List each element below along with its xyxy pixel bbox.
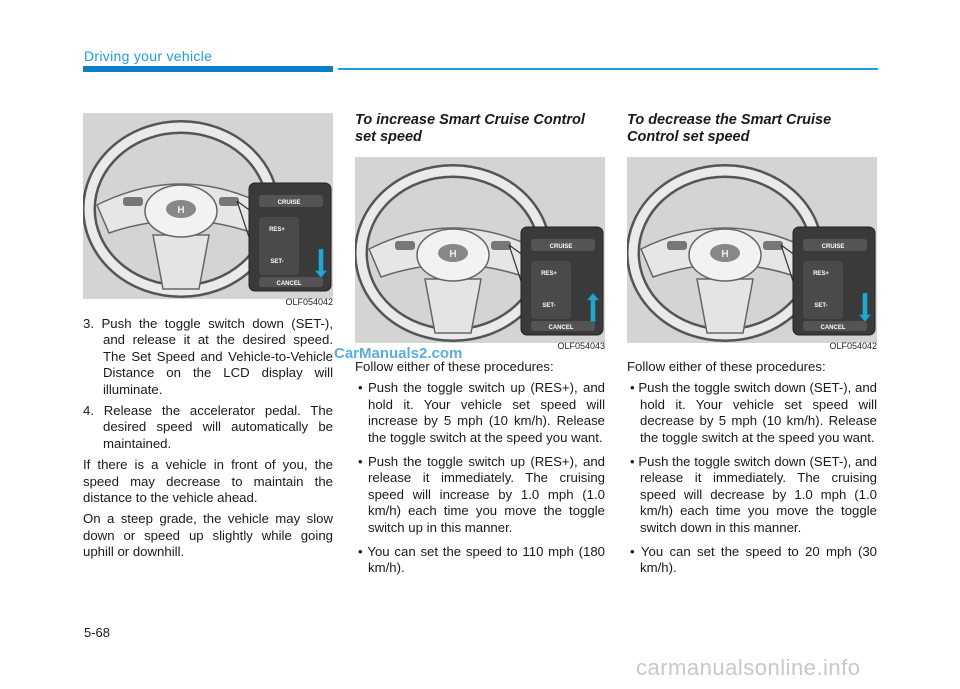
intro: Follow either of these procedures:: [627, 359, 826, 374]
bullet-item: • Push the toggle switch down (SET-), and hold it. Your vehicle set speed will decrease by 5 mph (10 km/h). Release the toggle switch at the speed you want.: [630, 380, 878, 445]
section-header: Driving your vehicle: [84, 48, 213, 64]
figure-code: OLF054042: [285, 297, 333, 307]
svg-text:SET-: SET-: [814, 303, 828, 309]
steering-wheel-figure-res-up: [355, 157, 605, 343]
figure-code: OLF054043: [557, 341, 605, 351]
bullet-item: • Push the toggle switch up (RES+), and hold it. Your vehicle set speed will increase by 5 mph (10 km/h). Release the toggle switch at the speed you want.: [358, 380, 606, 445]
paragraph: If there is a vehicle in front of you, the speed may decrease to maintain the distance to the vehicle ahead.: [83, 457, 333, 506]
svg-text:RES+: RES+: [813, 271, 829, 277]
svg-text:SET-: SET-: [542, 303, 556, 309]
svg-text:CRUISE: CRUISE: [277, 200, 301, 206]
svg-text:CANCEL: CANCEL: [276, 281, 302, 287]
step-4: 4. Release the accelerator pedal. The desired speed will automatically be maintained.: [83, 403, 333, 451]
svg-text:CRUISE: CRUISE: [549, 244, 573, 250]
steering-wheel-figure-set-down: [83, 113, 333, 299]
steering-wheel-figure-set-down-2: [627, 157, 877, 343]
svg-text:RES+: RES+: [269, 227, 285, 233]
bullet-item: • You can set the speed to 110 mph (180 km/h).: [358, 544, 605, 576]
svg-text:RES+: RES+: [541, 271, 557, 277]
page-number: 5-68: [84, 625, 111, 640]
bullet-item: • You can set the speed to 20 mph (30 km/h).: [630, 544, 878, 576]
col1-text: [83, 316, 333, 566]
col2-text: [355, 359, 605, 585]
svg-text:CRUISE: CRUISE: [821, 244, 845, 250]
intro: Follow either of these procedures:: [355, 359, 554, 374]
watermark-top: CarManuals2.com: [334, 345, 463, 362]
heading-decrease-speed: To decrease the Smart Cruise Control set speed: [627, 112, 832, 145]
col3-text: [627, 359, 877, 585]
svg-text:CANCEL: CANCEL: [820, 325, 846, 331]
svg-text:H: H: [721, 249, 729, 260]
svg-text:H: H: [449, 249, 457, 260]
svg-text:CANCEL: CANCEL: [548, 325, 574, 331]
svg-text:SET-: SET-: [270, 259, 284, 265]
bullet-item: • Push the toggle switch down (SET-), and release it immediately. The cruising speed will decrease by 1.0 mph (1.0 km/h) each time you move the toggle switch down in this manner.: [630, 454, 878, 535]
watermark-bottom: carmanualsonline.info: [636, 655, 861, 680]
paragraph: On a steep grade, the vehicle may slow down or speed up slightly while going uphill or downhill.: [83, 511, 333, 560]
bullet-item: • Push the toggle switch up (RES+), and release it immediately. The cruising speed will increase by 1.0 mph (1.0 km/h) each time you move the toggle switch up in this manner.: [358, 454, 606, 535]
heading-increase-speed: To increase Smart Cruise Control set speed: [355, 112, 585, 145]
svg-text:H: H: [177, 205, 185, 216]
figure-code: OLF054042: [829, 341, 877, 351]
header-rule-thin: [338, 68, 878, 70]
step-3: 3. Push the toggle switch down (SET-), and release it at the desired speed. The Set Speed and Vehicle-to-Vehicle Distance on the LCD display will illuminate.: [83, 316, 333, 397]
header-rule-thick: [83, 66, 333, 72]
